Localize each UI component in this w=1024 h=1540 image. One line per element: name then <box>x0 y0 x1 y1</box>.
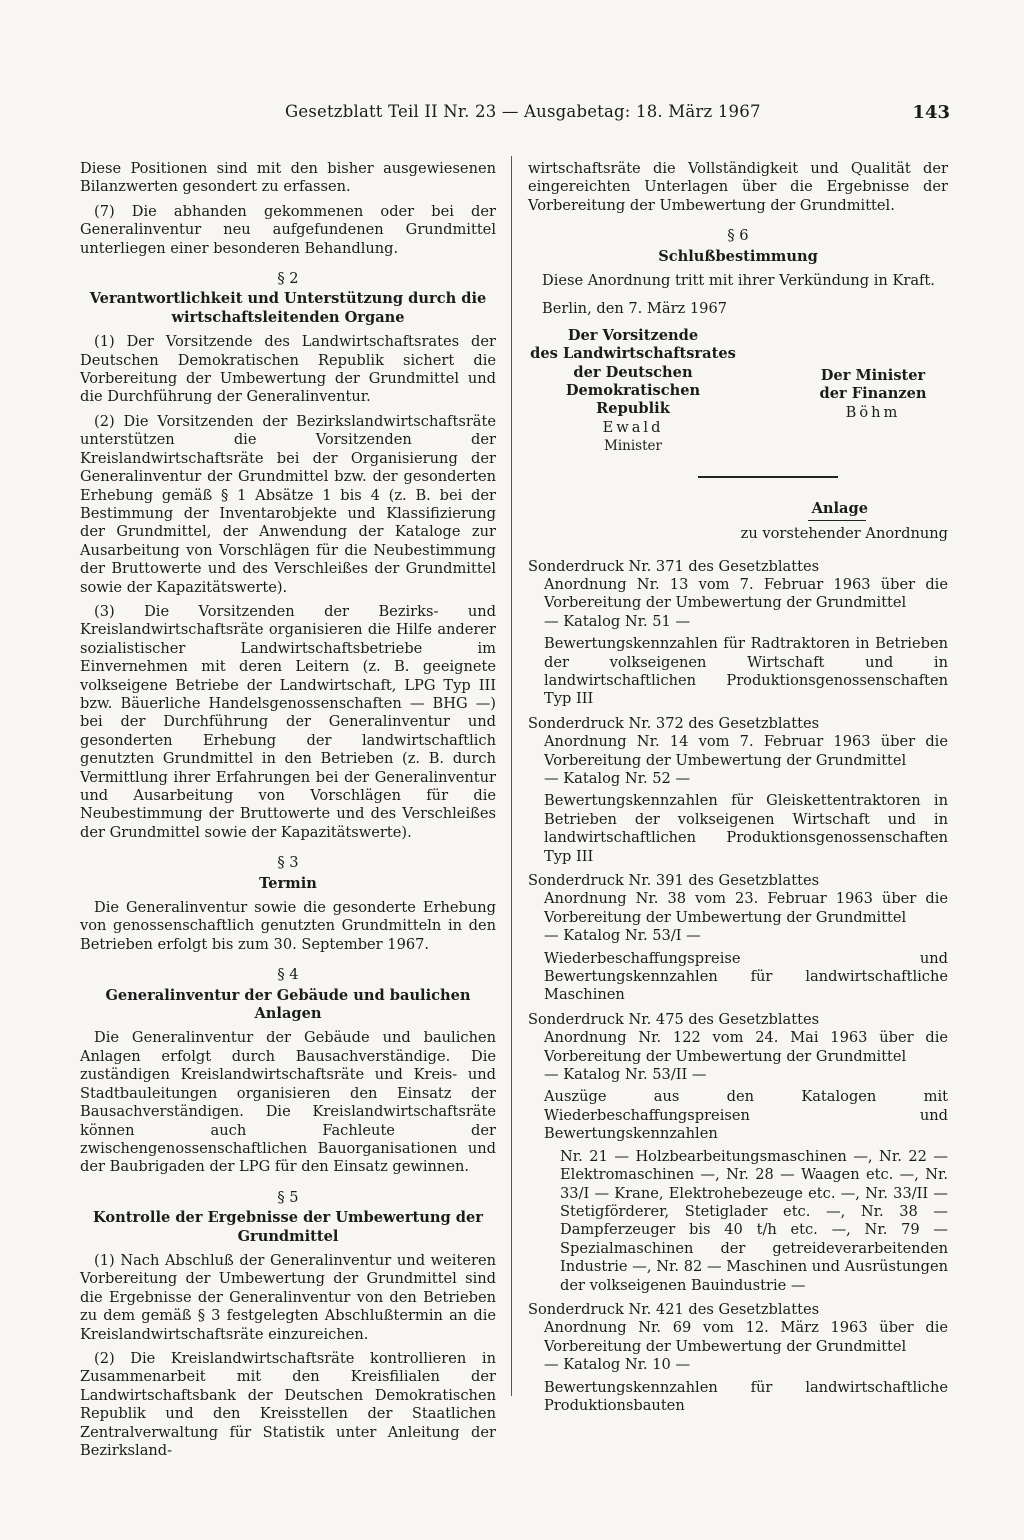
section-heading: Generalinventur der Gebäude und baulichen Anlagen <box>105 986 471 1023</box>
left-column <box>80 160 496 1466</box>
section-number: § 4 <box>277 966 299 984</box>
entry-description: Wiederbeschaffungspreise und Bewertungskennzahlen für landwirtschaftliche Maschinen <box>544 949 948 1004</box>
annex-entry <box>528 872 948 1005</box>
catalog-ref: — Katalog Nr. 53/II — <box>544 1066 707 1084</box>
paragraph: Die Generalinventur der Gebäude und baulichen Anlagen erfolgt durch Bausachverständige. Die zuständigen Kreislandwirtschaftsräte und Kreis- und Stadtbauleitungen organisieren den Einsatz der Bausachverständigen. Die Kreislandwirtschaftsräte können auch Fachleute der zwischengenossenschaftlichen Bauorganisationen und der Baubrigaden der LPG für den Einsatz gewinnen. <box>80 1029 496 1176</box>
catalog-ref: — Katalog Nr. 52 — <box>544 769 691 787</box>
paragraph: (1) Nach Abschluß der Generalinventur und weiteren Vorbereitung der Umbewertung der Grundmittel sind die Ergebnisse der Generalinventur von den Betrieben zu dem gemäß § 3 festgelegten Abschlußtermin an die Kreislandwirtschaftsräte einzureichen. <box>80 1251 496 1343</box>
annex-title: Anlage <box>811 499 868 517</box>
signatory-role: Minister <box>604 438 662 455</box>
catalog-ref: — Katalog Nr. 51 — <box>544 612 691 630</box>
section-number: § 5 <box>277 1188 299 1206</box>
paragraph: (2) Die Vorsitzenden der Bezirkslandwirtschaftsräte unterstützen die Vorsitzenden der Kreislandwirtschaftsräte bei der Organisierung der Generalinventur der Grundmittel bzw. der gesonderten Erhebung gemäß § 1 Absätze 1 bis 4 (z. B. bei der Bestimmung der Inventarobjekte und Klassifizierung der Grundmittel, der Anwendung der Kataloge zur Ausarbeitung von Vorschlägen für die Neubestimmung der Bruttowerte und des Verschleißes der Grundmittel sowie der Kapazitätswerte). <box>80 412 496 596</box>
separator-rule <box>698 476 838 478</box>
signatory-name: Ewald <box>602 418 664 436</box>
signature-title-line: Der Vorsitzende <box>567 326 699 344</box>
special-print-ref: Sonderdruck Nr. 475 des Gesetzblattes <box>528 1010 820 1028</box>
paragraph: (7) Die abhanden gekommenen oder bei der Generalinventur neu aufgefundenen Grundmittel unterliegen einer besonderen Behandlung. <box>80 202 496 257</box>
paragraph: Diese Anordnung tritt mit ihrer Verkündung in Kraft. <box>542 272 935 290</box>
annex-entry <box>528 1011 948 1295</box>
annex-list <box>528 558 948 1416</box>
annex-entry <box>528 715 948 866</box>
signature-title-line: Der Minister <box>820 366 926 384</box>
section-heading: Kontrolle der Ergebnisse der Umbewertung der Grundmittel <box>93 1209 483 1245</box>
entry-description: Bewertungskennzahlen für Gleiskettentraktoren in Betrieben der volkseigenen Wirtschaft und in landwirtschaftlichen Produktionsgenossenschaften Typ III <box>544 792 948 865</box>
entry-description: Bewertungskennzahlen für landwirtschaftliche Produktionsbauten <box>544 1378 948 1414</box>
section-heading: Termin <box>259 874 317 892</box>
signature-title-line: des Landwirtschaftsrates <box>530 345 736 363</box>
header-title: Gesetzblatt Teil II Nr. 23 — Ausgabetag: 18. März 1967 <box>285 102 761 121</box>
column-divider <box>511 156 512 1396</box>
special-print-ref: Sonderdruck Nr. 421 des Gesetzblattes <box>528 1300 820 1318</box>
catalog-sublist: Nr. 21 — Holzbearbeitungsmaschinen —, Nr. 22 — Elektromaschinen —, Nr. 28 — Waagen etc. —, Nr. 33/I — Krane, Elektrohebezeuge etc. —, Nr. 33/II — Stetigförderer, Stetiglader etc. —, Nr. 38 — Dampferzeuger bis 40 t/h etc. —, Nr. 79 — Spezialmaschinen der getreideverarbeitenden Industrie —, Nr. 82 — Maschinen und Ausrüstungen der volkseigenen Bauindustrie — <box>560 1147 948 1294</box>
catalog-ref: — Katalog Nr. 53/I — <box>544 927 701 945</box>
order-ref: Anordnung Nr. 13 vom 7. Februar 1963 über die Vorbereitung der Umbewertung der Grundmittel <box>544 575 948 612</box>
order-ref: Anordnung Nr. 38 vom 23. Februar 1963 über die Vorbereitung der Umbewertung der Grundmittel <box>544 890 948 926</box>
paragraph: (1) Der Vorsitzende des Landwirtschaftsrates der Deutschen Demokratischen Republik sichert die Vorbereitung der Umbewertung der Grundmittel und die Durchführung der Generalinventur. <box>80 333 496 406</box>
entry-description: Bewertungskennzahlen für Radtraktoren in Betrieben der volkseigenen Wirtschaft und in landwirtschaftlichen Produktionsgenossenschaften Typ III <box>544 635 948 708</box>
paragraph: wirtschaftsräte die Vollständigkeit und Qualität der eingereichten Unterlagen über die Ergebnisse der Vorbereitung der Umbewertung der Grundmittel. <box>528 160 948 214</box>
section-number: § 6 <box>727 227 749 245</box>
paragraph: Die Generalinventur sowie die gesonderte Erhebung von genossenschaftlich genutzten Grundmitteln in den Betrieben erfolgt bis zum 30. September 1967. <box>80 899 496 953</box>
annex-entry <box>528 558 948 709</box>
section-heading: Verantwortlichkeit und Unterstützung durch die wirtschaftsleitenden Organe <box>89 290 487 326</box>
section-number: § 2 <box>277 270 299 288</box>
signature-title-line: Demokratischen Republik <box>565 382 701 418</box>
signature-left <box>528 327 738 456</box>
order-ref: Anordnung Nr. 122 vom 24. Mai 1963 über die Vorbereitung der Umbewertung der Grundmittel <box>544 1029 948 1065</box>
section-heading: Schlußbestimmung <box>658 247 818 265</box>
section-number: § 3 <box>277 854 299 872</box>
signature-title-line: der Finanzen <box>819 385 927 403</box>
place-date: Berlin, den 7. März 1967 <box>542 300 728 318</box>
annex-underline <box>808 520 866 521</box>
order-ref: Anordnung Nr. 69 vom 12. März 1963 über die Vorbereitung der Umbewertung der Grundmittel <box>544 1319 948 1355</box>
signature-block <box>528 327 948 456</box>
right-column <box>528 160 948 1421</box>
signature-title-line: der Deutschen <box>573 363 693 381</box>
special-print-ref: Sonderdruck Nr. 371 des Gesetzblattes <box>528 557 820 575</box>
catalog-ref: — Katalog Nr. 10 — <box>544 1356 691 1374</box>
entry-description: Auszüge aus den Katalogen mit Wiederbeschaffungspreisen und Bewertungskennzahlen <box>544 1088 948 1143</box>
signature-right <box>798 367 948 456</box>
annex-entry <box>528 1301 948 1415</box>
page-header <box>80 102 950 128</box>
special-print-ref: Sonderdruck Nr. 391 des Gesetzblattes <box>528 872 820 889</box>
paragraph: (3) Die Vorsitzenden der Bezirks- und Kreislandwirtschaftsräte organisieren die Hilfe anderer sozialistischer Landwirtschaftsbetriebe im Einvernehmen mit deren Leitern (z. B. geeignete volkseigene Betriebe der Landwirtschaft, LPG Typ III bzw. Bäuerliche Handelsgenossenschaften — BHG —) bei der Durchführung der Generalinventur und gesonderten Erhebung der landwirtschaftlich genutzten Grundmittel in den Betrieben (z. B. durch Vermittlung ihrer Erfahrungen bei der Generalinventur und Ausarbeitung von Vorschlägen für die Neubestimmung der Bruttowerte und des Verschleißes der Grundmittel sowie der Kapazitätswerte). <box>80 602 496 841</box>
paragraph: (2) Die Kreislandwirtschaftsräte kontrollieren in Zusammenarbeit mit den Kreisfilialen der Landwirtschaftsbank der Deutschen Demokratischen Republik und den Kreisstellen der Staatlichen Zentralverwaltung für Statistik unter Anleitung der Bezirksland- <box>80 1349 496 1459</box>
order-ref: Anordnung Nr. 14 vom 7. Februar 1963 über die Vorbereitung der Umbewertung der Grundmittel <box>544 733 948 769</box>
page-number: 143 <box>912 102 950 123</box>
paragraph: Diese Positionen sind mit den bisher ausgewiesenen Bilanzwerten gesondert zu erfassen. <box>80 160 496 196</box>
signatory-name: Böhm <box>845 403 901 421</box>
annex-subtitle: zu vorstehender Anordnung <box>740 525 948 543</box>
special-print-ref: Sonderdruck Nr. 372 des Gesetzblattes <box>528 714 820 732</box>
